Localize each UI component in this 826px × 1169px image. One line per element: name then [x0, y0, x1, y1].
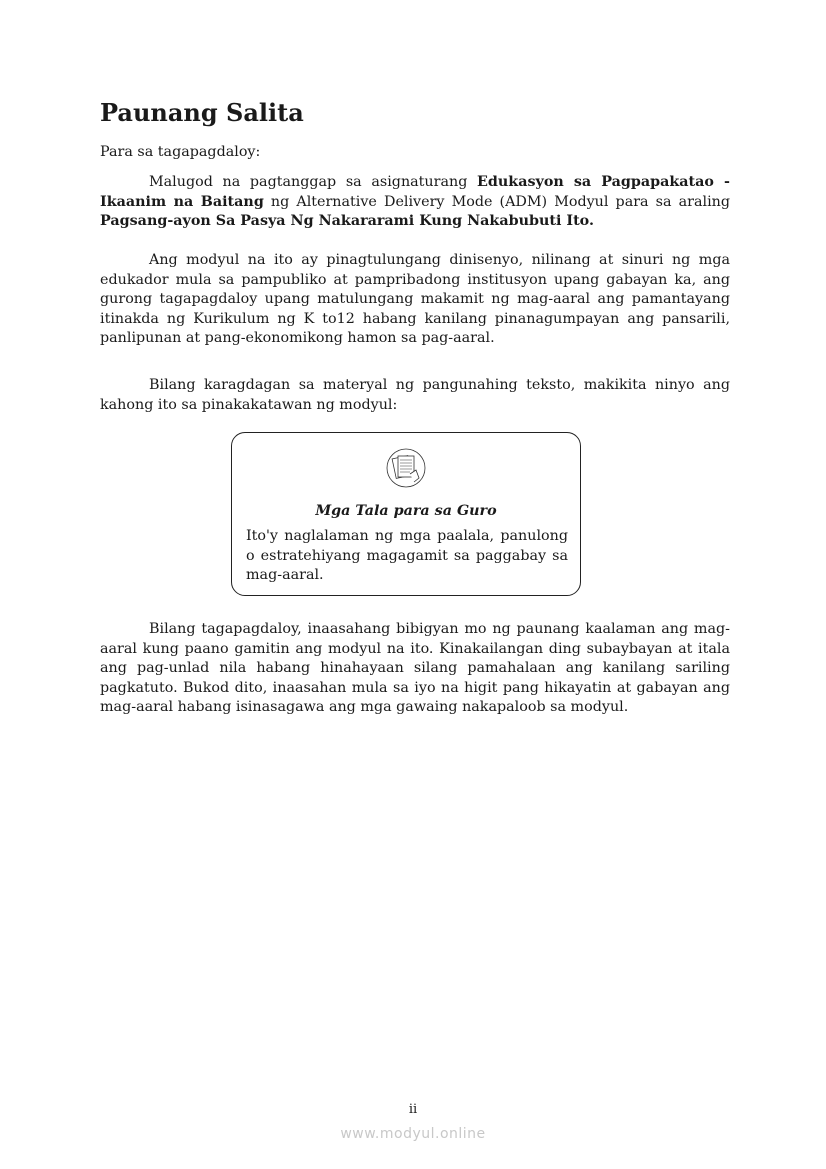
module-paragraph: Ang modyul na ito ay pinagtulungang dinisenyo, nilinang at sinuri ng mga edukador mula sa pampubliko at pampribadong institusyon upang gabayan ka, ang gurong tagapagdaloy upang matulungang makamit ng mag-aaral ang pamantayang itinakda ng Kurikulum ng K to12 habang kanilang pinanagumpayan ang pansarili, panlipunan at pang-ekonomikong hamon sa pag-aaral. [100, 252, 730, 347]
watermark: www.modyul.online [340, 1126, 486, 1142]
lesson-title: Pagsang-ayon Sa Pasya Ng Nakararami Kung Nakabubuti Ito. [100, 213, 594, 230]
box-text: Ito'y naglalaman ng mga paalala, panulong o estratehiyang magagamit sa paggabay sa mag-aaral. [246, 528, 568, 584]
facilitator-paragraph: Bilang tagapagdaloy, inaasahang bibigyan mo ng paunang kaalaman ang mag-aaral kung paano gamitin ang modyul na ito. Kinakailangan ding subaybayan at itala ang pag-unlad nila habang hinahayaan silang pamahalaan ang kanilang sariling pagkatuto. Bukod dito, inaasahan mula sa iyo na higit pang hikayatin at gabayan ang mag-aaral habang isinasagawa ang mga gawaing nakapaloob sa modyul. [100, 621, 730, 716]
intro-text-1: Malugod na pagtanggap sa asignaturang [149, 174, 477, 190]
teacher-notes-box [231, 432, 581, 596]
box-title: Mga Tala para sa Guro [315, 503, 497, 519]
page-number: ii [408, 1102, 418, 1117]
subject-name: Edukasyon sa Pagpapakatao - Ikaanim na Baitang [100, 174, 730, 210]
greeting: Para sa tagapagdaloy: [100, 144, 261, 160]
intro-paragraph [100, 173, 730, 232]
page-title: Paunang Salita [100, 98, 304, 127]
notes-icon [386, 448, 426, 488]
box-intro-paragraph: Bilang karagdagan sa materyal ng pangunahing teksto, makikita ninyo ang kahong ito sa pinakakatawan ng modyul: [100, 377, 730, 413]
intro-text-2: ng Alternative Delivery Mode (ADM) Modyul para sa araling [263, 193, 731, 210]
